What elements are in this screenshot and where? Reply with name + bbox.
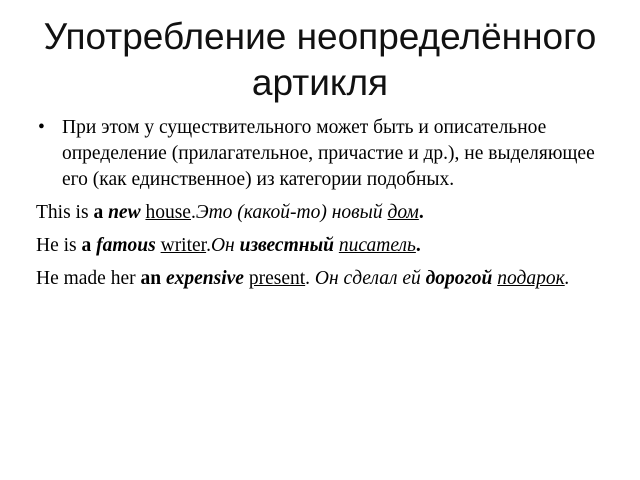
example-article: a	[81, 235, 92, 256]
translation-adjective: дорогой	[425, 268, 493, 289]
slide-body	[36, 115, 606, 292]
translation-end: .	[564, 268, 570, 289]
example-article: an	[140, 268, 162, 289]
example-3	[36, 266, 606, 292]
example-1	[36, 200, 606, 226]
translation-noun: подарок	[497, 268, 565, 289]
example-noun: writer	[160, 235, 207, 256]
example-dot: .	[206, 235, 211, 256]
translation-noun: писатель	[338, 235, 416, 256]
example-dot: .	[305, 268, 315, 289]
example-prefix: This is	[36, 202, 94, 223]
bullet-item	[36, 115, 606, 193]
example-2	[36, 233, 606, 259]
example-adjective: new	[108, 202, 141, 223]
translation-prefix: Он сделал ей	[314, 268, 426, 289]
title-line-1: Употребление неопределённого	[43, 16, 597, 57]
bullet-icon: •	[38, 117, 45, 138]
example-adjective: famous	[96, 235, 156, 256]
translation-end: .	[415, 235, 421, 256]
example-noun: present	[248, 268, 306, 289]
example-adjective: expensive	[165, 268, 244, 289]
slide-title	[0, 14, 640, 106]
title-line-2: артикля	[251, 62, 389, 103]
translation-adjective: известный	[239, 235, 334, 256]
translation-end: .	[418, 202, 424, 223]
bullet-text: При этом у существительного может быть и описательное определение (прилагательное, причастие и др.), не выделяющее его (как единственное) из категории подобных.	[62, 117, 595, 190]
example-dot: .	[190, 202, 196, 223]
example-prefix: He is	[36, 235, 82, 256]
example-article: a	[93, 202, 104, 223]
translation-prefix: Он	[210, 235, 240, 256]
example-prefix: He made her	[36, 268, 141, 289]
translation-prefix: Это (какой-то) новый	[195, 202, 388, 223]
translation-noun: дом	[387, 202, 419, 223]
example-noun: house	[145, 202, 191, 223]
